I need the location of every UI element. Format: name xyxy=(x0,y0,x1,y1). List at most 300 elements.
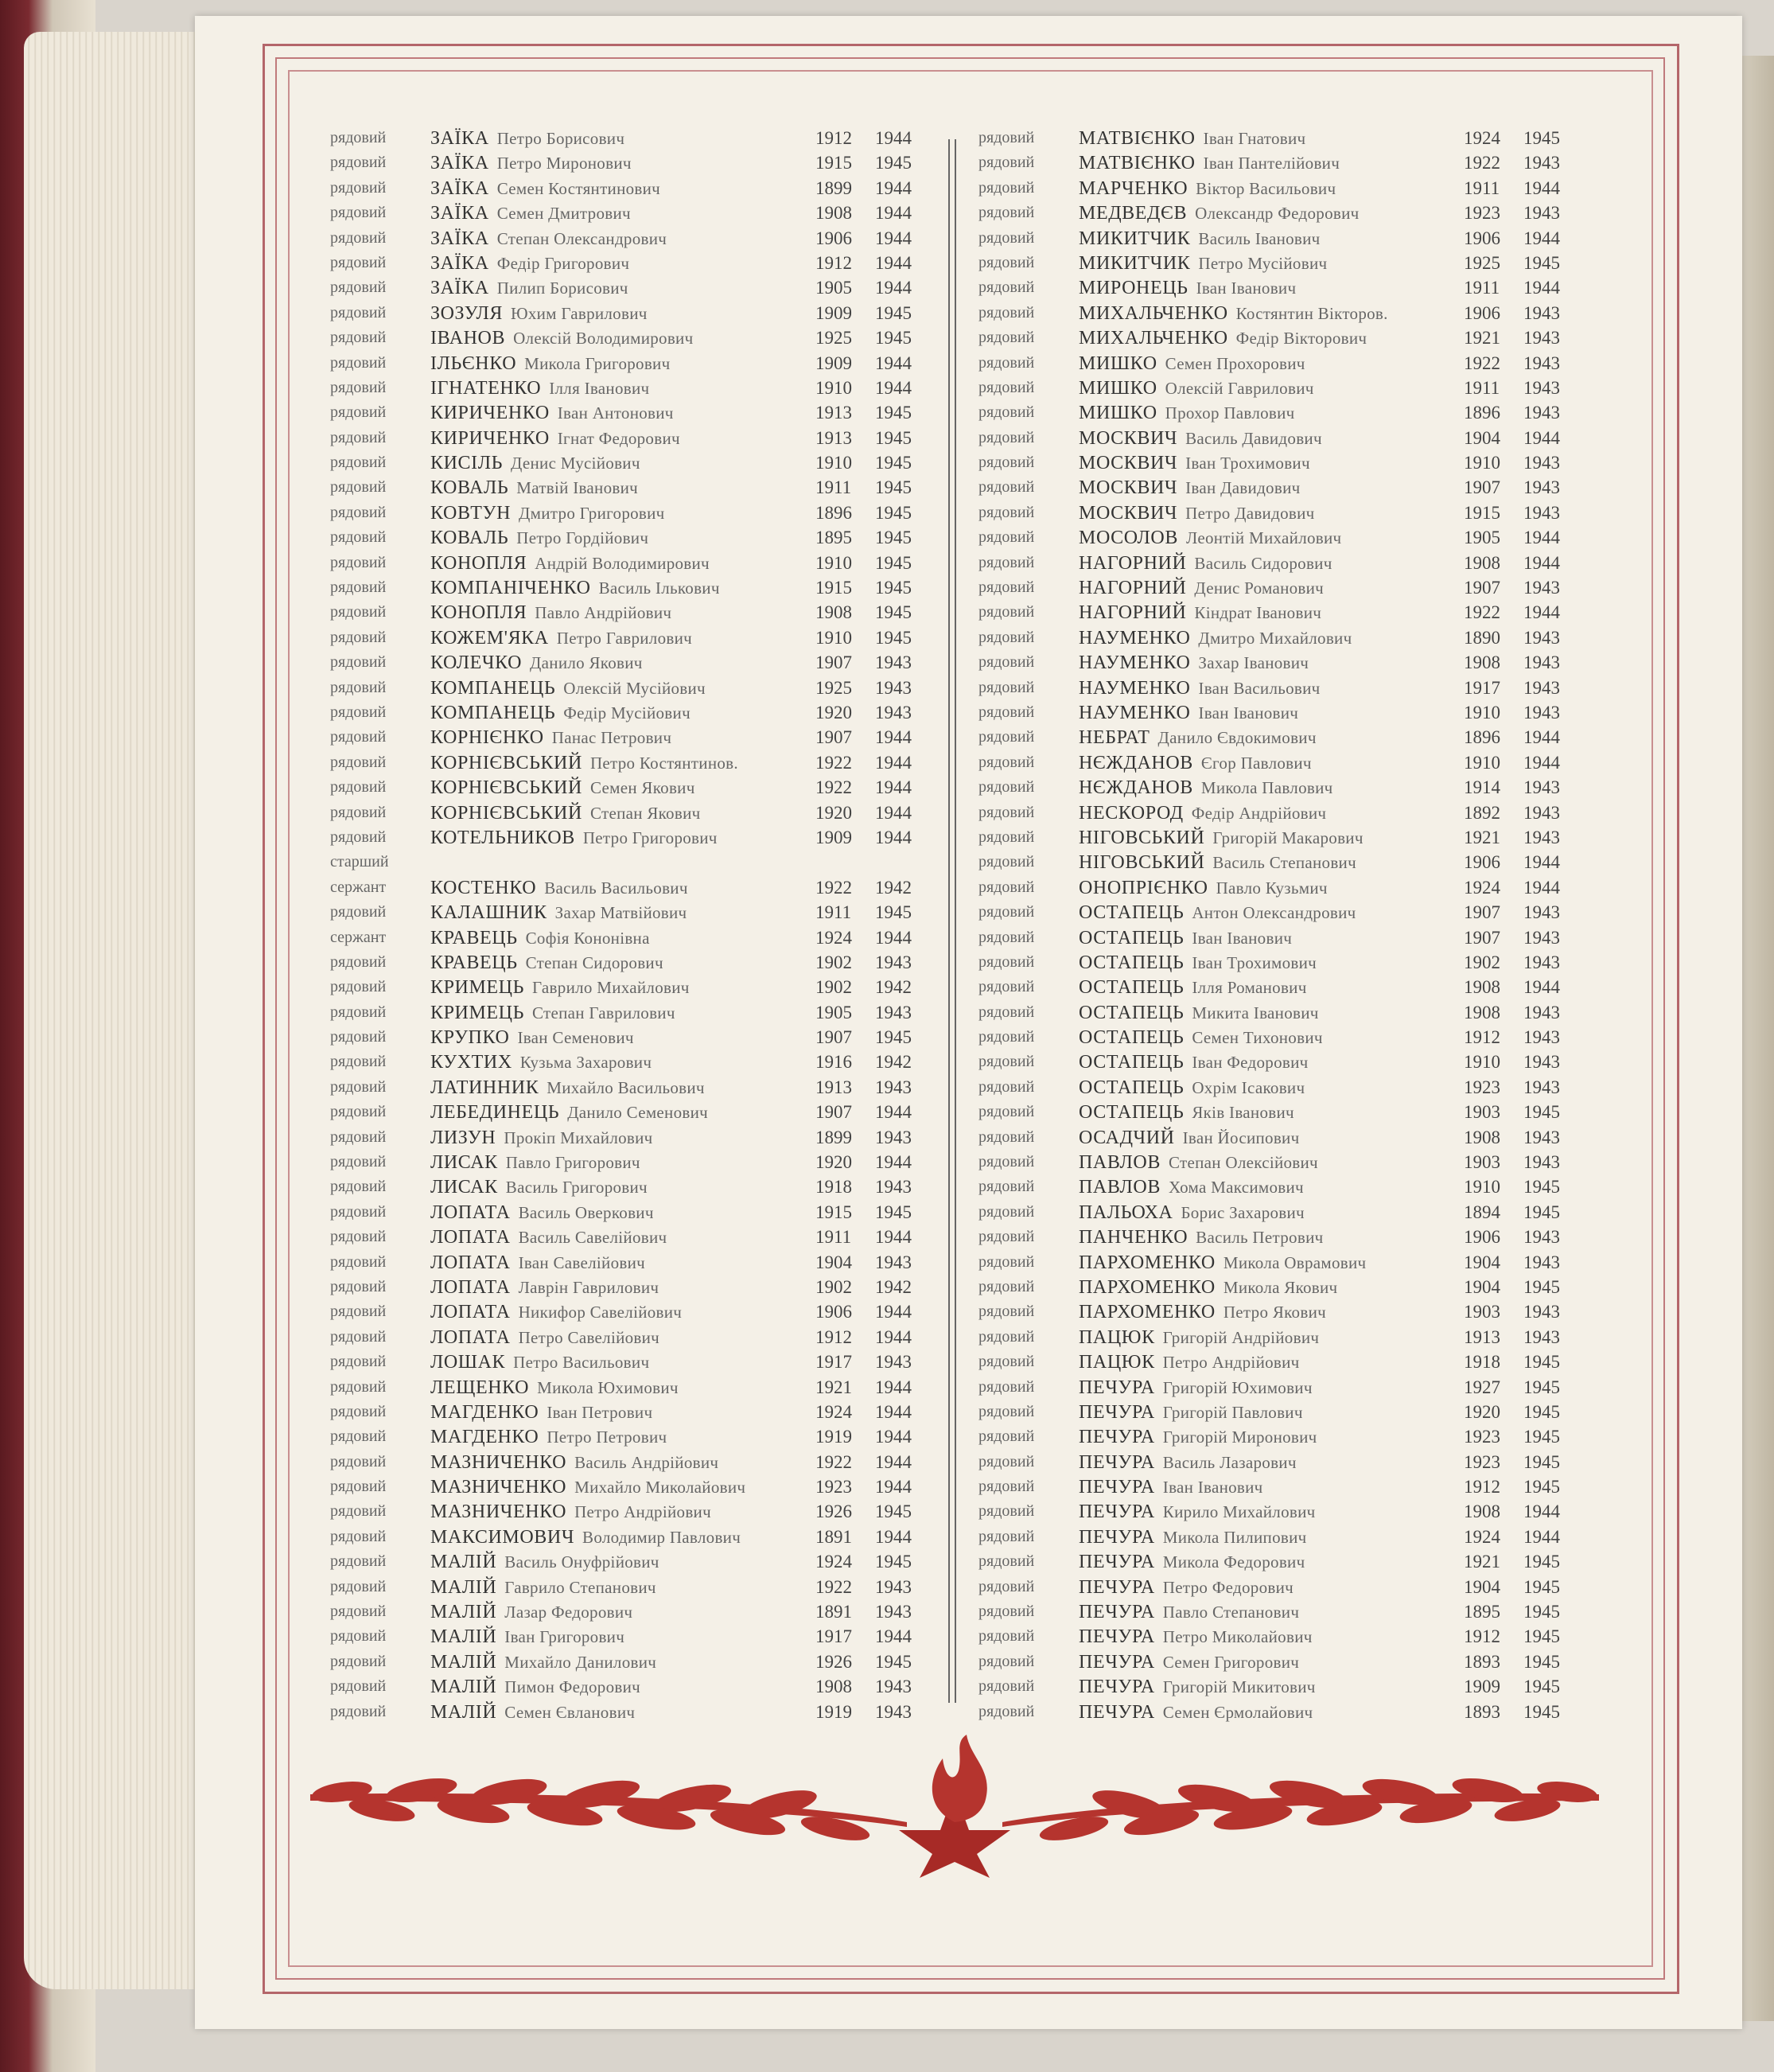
soldier-name xyxy=(430,275,628,301)
birth-year: 1910 xyxy=(815,552,852,573)
soldier-name xyxy=(1079,426,1322,451)
soldier-name xyxy=(430,575,720,601)
surname: ОСТАПЕЦЬ xyxy=(1079,1027,1185,1049)
soldier-name xyxy=(1079,750,1312,776)
surname: ПАНЧЕНКО xyxy=(1079,1227,1189,1248)
given-names: Степан Якович xyxy=(589,803,701,823)
birth-year: 1894 xyxy=(1464,1202,1500,1222)
rank-label: рядовий xyxy=(978,603,1035,621)
surname: КОРНІЄВСЬКИЙ xyxy=(430,777,582,799)
rank-label: рядовий xyxy=(978,1502,1035,1521)
list-item xyxy=(963,1424,1591,1449)
death-year: 1944 xyxy=(875,1477,912,1498)
given-names: Іван Савелійович xyxy=(518,1252,646,1272)
death-year: 1943 xyxy=(875,1002,912,1022)
rank-label: рядовий xyxy=(978,1327,1035,1346)
soldier-name xyxy=(430,1100,708,1125)
birth-year: 1908 xyxy=(1464,1501,1500,1522)
rank-label: рядовий xyxy=(330,428,387,446)
given-names: Олександр Федорович xyxy=(1195,204,1360,224)
birth-year: 1908 xyxy=(815,203,852,224)
list-item xyxy=(963,650,1591,675)
death-year: 1944 xyxy=(875,777,912,798)
rank-label: рядовий xyxy=(330,1377,387,1396)
rank-label: рядовий xyxy=(330,1603,387,1621)
rank-label: рядовий xyxy=(978,1627,1035,1646)
given-names: Іван Іванович xyxy=(1198,703,1299,722)
death-year: 1945 xyxy=(1523,1352,1560,1373)
rank-label: рядовий xyxy=(978,178,1035,197)
surname: ЛЕБЕДИНЕЦЬ xyxy=(430,1102,560,1124)
death-year: 1944 xyxy=(1523,977,1560,998)
surname: ПАЦЮК xyxy=(1079,1352,1155,1373)
given-names: Іван Трохимович xyxy=(1185,454,1310,473)
list-item xyxy=(314,950,943,975)
given-names: Ілля Іванович xyxy=(549,378,650,398)
list-item xyxy=(314,1125,943,1150)
soldier-name xyxy=(1079,525,1341,551)
list-item xyxy=(314,275,943,300)
list-item xyxy=(314,1499,943,1524)
death-year: 1944 xyxy=(875,1152,912,1173)
soldier-name xyxy=(1079,625,1352,651)
list-item xyxy=(314,1075,943,1100)
soldier-name xyxy=(430,1400,652,1425)
list-item xyxy=(963,1025,1591,1050)
death-year: 1943 xyxy=(1523,352,1560,373)
rank-label: рядовий xyxy=(330,178,387,197)
soldier-name xyxy=(430,825,718,851)
soldier-name xyxy=(1079,126,1305,151)
birth-year: 1904 xyxy=(1464,1276,1500,1297)
surname: МАТВІЄНКО xyxy=(1079,128,1196,149)
soldier-name xyxy=(1079,850,1356,875)
given-names: Григорій Павлович xyxy=(1162,1402,1303,1422)
surname: ОСТАПЕЦЬ xyxy=(1079,977,1185,999)
birth-year: 1917 xyxy=(1464,677,1500,698)
death-year: 1945 xyxy=(875,153,912,173)
given-names: Микола Григорович xyxy=(524,353,671,373)
birth-year: 1911 xyxy=(1464,177,1500,198)
list-item xyxy=(963,1499,1591,1524)
death-year: 1943 xyxy=(1523,902,1560,923)
birth-year: 1918 xyxy=(815,1177,852,1198)
list-item xyxy=(963,975,1591,999)
rank-label: рядовий xyxy=(978,903,1035,921)
surname: ЛОШАК xyxy=(430,1352,506,1373)
list-item xyxy=(314,1299,943,1324)
birth-year: 1919 xyxy=(815,1427,852,1447)
death-year: 1945 xyxy=(875,1651,912,1672)
given-names: Василь Оверкович xyxy=(518,1202,654,1222)
birth-year: 1920 xyxy=(815,1152,852,1173)
list-item xyxy=(963,1700,1591,1724)
given-names: Михайло Миколайович xyxy=(574,1478,746,1498)
surname: МАЛІЙ xyxy=(430,1701,497,1723)
surname: ЛОПАТА xyxy=(430,1202,511,1223)
death-year: 1944 xyxy=(1523,1501,1560,1522)
rank-label: рядовий xyxy=(978,1252,1035,1271)
rank-label: рядовий xyxy=(330,1577,387,1595)
death-year: 1945 xyxy=(875,477,912,498)
death-year: 1945 xyxy=(1523,1377,1560,1397)
birth-year: 1917 xyxy=(815,1352,852,1373)
death-year: 1944 xyxy=(875,802,912,823)
rank-label: рядовий xyxy=(330,553,387,571)
rank-label: рядовий xyxy=(330,578,387,597)
soldier-name xyxy=(1079,1649,1299,1675)
list-item xyxy=(963,150,1591,175)
rank-label: рядовий xyxy=(330,503,387,521)
birth-year: 1896 xyxy=(1464,727,1500,748)
list-item xyxy=(314,1350,943,1374)
surname: КОНОПЛЯ xyxy=(430,602,527,624)
rank-label: рядовий xyxy=(330,1128,387,1146)
soldier-name xyxy=(430,325,693,351)
soldier-name xyxy=(430,1674,640,1700)
birth-year: 1911 xyxy=(815,902,852,923)
given-names: Павло Кузьмич xyxy=(1216,878,1328,898)
surname: МИХАЛЬЧЕНКО xyxy=(1079,328,1228,349)
list-item xyxy=(314,625,943,650)
given-names: Прохор Павлович xyxy=(1165,403,1295,423)
birth-year: 1920 xyxy=(1464,1401,1500,1422)
list-item xyxy=(314,825,943,850)
given-names: Василь Іванович xyxy=(1198,228,1321,248)
rank-label: рядовий xyxy=(978,753,1035,771)
rank-label: рядовий xyxy=(978,1028,1035,1046)
birth-year: 1910 xyxy=(815,627,852,648)
list-item xyxy=(963,325,1591,350)
birth-year: 1899 xyxy=(815,1127,852,1147)
death-year: 1944 xyxy=(875,1626,912,1647)
list-item xyxy=(963,400,1591,425)
rank-label: рядовий xyxy=(330,1527,387,1545)
birth-year: 1910 xyxy=(1464,752,1500,773)
death-year: 1945 xyxy=(1523,1276,1560,1297)
surname: НАУМЕНКО xyxy=(1079,702,1191,723)
birth-year: 1911 xyxy=(815,1227,852,1248)
death-year: 1943 xyxy=(1523,1302,1560,1322)
rank-label: рядовий xyxy=(330,753,387,771)
list-item xyxy=(963,775,1591,800)
death-year: 1944 xyxy=(875,377,912,398)
death-year: 1944 xyxy=(1523,228,1560,248)
surname: ПАВЛОВ xyxy=(1079,1152,1161,1174)
rank-label: рядовий xyxy=(978,1677,1035,1696)
given-names: Степан Гаврилович xyxy=(532,1003,675,1022)
given-names: Семен Тихонович xyxy=(1192,1028,1323,1048)
soldier-name xyxy=(1079,1075,1305,1100)
rank-label: рядовий xyxy=(330,154,387,172)
death-year: 1945 xyxy=(875,427,912,448)
surname: КИСІЛЬ xyxy=(430,453,503,474)
list-item xyxy=(314,351,943,376)
list-item xyxy=(963,1674,1591,1699)
birth-year: 1903 xyxy=(1464,1102,1500,1123)
death-year: 1943 xyxy=(875,677,912,698)
death-year: 1945 xyxy=(1523,1427,1560,1447)
rank-label: рядовий xyxy=(978,1452,1035,1470)
left-column-list xyxy=(314,126,943,1724)
given-names: Семен Григорович xyxy=(1162,1652,1300,1672)
birth-year: 1891 xyxy=(815,1602,852,1622)
rank-label: рядовий xyxy=(978,1153,1035,1171)
surname: ОСТАПЕЦЬ xyxy=(1079,1077,1185,1098)
death-year: 1944 xyxy=(1523,852,1560,873)
death-year: 1944 xyxy=(1523,427,1560,448)
death-year: 1945 xyxy=(1523,1202,1560,1222)
rank-label: рядовий xyxy=(330,1153,387,1171)
list-item xyxy=(963,1350,1591,1374)
surname: КРИМЕЦЬ xyxy=(430,977,525,999)
surname: КРУПКО xyxy=(430,1027,510,1049)
birth-year: 1904 xyxy=(1464,1252,1500,1272)
birth-year: 1911 xyxy=(1464,377,1500,398)
soldier-name xyxy=(1079,900,1356,925)
death-year: 1944 xyxy=(875,1427,912,1447)
list-item xyxy=(963,1624,1591,1649)
given-names: Олексій Володимирович xyxy=(513,329,694,349)
soldier-name xyxy=(1079,500,1315,526)
death-year: 1945 xyxy=(875,453,912,473)
death-year: 1942 xyxy=(875,1052,912,1073)
rank-label: рядовий xyxy=(330,1252,387,1271)
given-names: Микола Якович xyxy=(1223,1277,1338,1297)
given-names: Федір Григорович xyxy=(496,253,630,273)
soldier-name xyxy=(1079,1299,1326,1325)
given-names: Денис Романович xyxy=(1194,578,1325,598)
surname: КОМПАНЕЦЬ xyxy=(430,677,556,699)
birth-year: 1902 xyxy=(1464,952,1500,972)
death-year: 1945 xyxy=(875,1501,912,1522)
soldier-name xyxy=(430,1200,654,1225)
death-year: 1945 xyxy=(1523,1102,1560,1123)
death-year: 1943 xyxy=(1523,377,1560,398)
given-names: Іван Гнатович xyxy=(1203,129,1306,148)
birth-year: 1891 xyxy=(815,1526,852,1547)
list-item xyxy=(314,1174,943,1199)
rank-label: рядовий xyxy=(978,478,1035,497)
surname: КОМПАНЕЦЬ xyxy=(430,702,556,723)
given-names: Петро Якович xyxy=(1223,1303,1326,1322)
death-year: 1944 xyxy=(875,1451,912,1472)
right-column-list xyxy=(963,126,1591,1724)
list-item xyxy=(314,1100,943,1124)
eternal-flame-ornament xyxy=(302,1735,1607,1878)
death-year: 1945 xyxy=(875,552,912,573)
surname: МОСОЛОВ xyxy=(1079,528,1178,549)
soldier-name xyxy=(430,650,643,676)
soldier-name xyxy=(430,126,624,151)
given-names: Данило Семенович xyxy=(567,1103,708,1123)
birth-year: 1907 xyxy=(1464,578,1500,598)
birth-year: 1906 xyxy=(815,1302,852,1322)
soldier-name xyxy=(1079,301,1388,326)
death-year: 1944 xyxy=(875,203,912,224)
birth-year: 1906 xyxy=(1464,302,1500,323)
list-item xyxy=(963,1299,1591,1324)
birth-year: 1911 xyxy=(1464,278,1500,298)
soldier-name xyxy=(430,625,692,651)
surname: МАЛІЙ xyxy=(430,1677,497,1698)
surname: ЛОПАТА xyxy=(430,1302,511,1323)
soldier-name xyxy=(1079,650,1309,676)
birth-year: 1908 xyxy=(1464,552,1500,573)
birth-year: 1922 xyxy=(815,777,852,798)
list-item xyxy=(963,500,1591,525)
surname: НІГОВСЬКИЙ xyxy=(1079,827,1205,848)
list-item xyxy=(963,1100,1591,1124)
list-item xyxy=(963,825,1591,850)
rank-label: рядовий xyxy=(330,378,387,396)
list-item xyxy=(314,676,943,700)
given-names: Семен Прохорович xyxy=(1165,353,1305,373)
soldier-name xyxy=(1079,475,1300,500)
surname: ПЕЧУРА xyxy=(1079,1451,1155,1473)
list-item xyxy=(963,1599,1591,1624)
list-item xyxy=(314,1525,943,1549)
surname: ПАЦЮК xyxy=(1079,1326,1155,1348)
list-item xyxy=(314,1150,943,1174)
soldier-name xyxy=(430,551,710,576)
death-year: 1943 xyxy=(1523,502,1560,523)
soldier-name xyxy=(430,351,670,376)
birth-year: 1917 xyxy=(815,1626,852,1647)
birth-year: 1927 xyxy=(1464,1377,1500,1397)
birth-year: 1895 xyxy=(1464,1602,1500,1622)
soldier-name xyxy=(430,201,631,226)
rank-label: рядовий xyxy=(330,778,387,796)
list-item xyxy=(963,426,1591,450)
given-names: Василь Степанович xyxy=(1212,853,1356,873)
surname: ЛЕЩЕНКО xyxy=(430,1377,530,1398)
surname: ЛОПАТА xyxy=(430,1252,511,1273)
birth-year: 1910 xyxy=(1464,1052,1500,1073)
list-item xyxy=(963,1250,1591,1275)
death-year: 1943 xyxy=(1523,1002,1560,1022)
given-names: Гаврило Степанович xyxy=(504,1577,656,1597)
death-year: 1944 xyxy=(875,1526,912,1547)
given-names: Петро Савелійович xyxy=(518,1327,660,1347)
death-year: 1945 xyxy=(875,627,912,648)
list-item xyxy=(963,800,1591,825)
given-names: Данило Євдокимович xyxy=(1157,728,1317,748)
soldier-name xyxy=(1079,376,1314,401)
soldier-name xyxy=(1079,575,1324,601)
given-names: Петро Миронович xyxy=(496,154,632,173)
surname: ОСТАПЕЦЬ xyxy=(1079,1102,1185,1124)
birth-year: 1904 xyxy=(1464,427,1500,448)
birth-year: 1922 xyxy=(815,877,852,898)
surname: ЗАЇКА xyxy=(430,153,489,174)
soldier-name xyxy=(1079,176,1336,201)
left-laurel-branch xyxy=(310,1774,907,1845)
surname: НЄЖДАНОВ xyxy=(1079,777,1193,799)
death-year: 1944 xyxy=(875,352,912,373)
birth-year: 1913 xyxy=(815,427,852,448)
birth-year: 1904 xyxy=(815,1252,852,1272)
soldier-name xyxy=(430,1525,741,1550)
list-item xyxy=(314,775,943,800)
soldier-name xyxy=(430,600,671,625)
surname: ЛИЗУН xyxy=(430,1127,496,1148)
list-item xyxy=(963,850,1591,874)
death-year: 1945 xyxy=(875,902,912,923)
rank-label: рядовий xyxy=(330,803,387,821)
surname: ОСТАПЕЦЬ xyxy=(1079,1052,1185,1073)
surname: МАРЧЕНКО xyxy=(1079,177,1189,199)
given-names: Іван Антонович xyxy=(557,403,674,423)
birth-year: 1899 xyxy=(815,177,852,198)
birth-year: 1907 xyxy=(815,1102,852,1123)
given-names: Панас Петрович xyxy=(551,728,672,748)
rank-label: рядовий xyxy=(330,303,387,321)
list-item xyxy=(314,975,943,999)
list-item xyxy=(314,1325,943,1350)
surname: КОРНІЄНКО xyxy=(430,727,544,749)
soldier-name xyxy=(1079,600,1321,625)
list-item xyxy=(314,1649,943,1674)
soldier-name xyxy=(430,1624,624,1649)
given-names: Петро Андрійович xyxy=(1162,1353,1300,1373)
given-names: Костянтин Вікторов. xyxy=(1235,303,1388,323)
death-year: 1944 xyxy=(875,927,912,948)
rank-label: рядовий xyxy=(330,952,387,971)
surname: ЗАЇКА xyxy=(430,228,489,249)
birth-year: 1921 xyxy=(815,1377,852,1397)
birth-year: 1918 xyxy=(1464,1352,1500,1373)
death-year: 1943 xyxy=(1523,627,1560,648)
surname: КОЖЕМ'ЯКА xyxy=(430,627,549,648)
soldier-name xyxy=(430,1125,653,1151)
given-names: Микола Федорович xyxy=(1162,1552,1305,1572)
rank-label: рядовий xyxy=(978,1603,1035,1621)
birth-year: 1924 xyxy=(1464,128,1500,148)
birth-year: 1907 xyxy=(1464,477,1500,498)
column-divider xyxy=(948,139,956,1703)
list-item xyxy=(314,226,943,251)
soldier-name xyxy=(430,1549,659,1575)
death-year: 1944 xyxy=(875,128,912,148)
rank-label: рядовий xyxy=(978,303,1035,321)
given-names: Василь Онуфрійович xyxy=(504,1552,659,1572)
surname: КРАВЕЦЬ xyxy=(430,952,518,973)
list-item xyxy=(314,475,943,500)
death-year: 1943 xyxy=(1523,927,1560,948)
given-names: Микола Юхимович xyxy=(537,1377,679,1397)
birth-year: 1912 xyxy=(1464,1027,1500,1048)
surname: НАГОРНИЙ xyxy=(1079,602,1187,624)
death-year: 1944 xyxy=(1523,177,1560,198)
rank-label: рядовий xyxy=(330,1652,387,1670)
birth-year: 1906 xyxy=(1464,1227,1500,1248)
soldier-name xyxy=(1079,325,1367,351)
rank-label: рядовий xyxy=(978,1003,1035,1021)
given-names: Дмитро Григорович xyxy=(519,503,665,523)
death-year: 1944 xyxy=(1523,752,1560,773)
death-year: 1943 xyxy=(1523,702,1560,722)
death-year: 1943 xyxy=(1523,827,1560,847)
given-names: Микола Пилипович xyxy=(1162,1527,1307,1547)
list-item xyxy=(314,750,943,775)
surname: НАУМЕНКО xyxy=(1079,652,1191,674)
rank-label: рядовий xyxy=(978,1702,1035,1720)
list-item xyxy=(963,875,1591,900)
given-names: Григорій Андрійович xyxy=(1162,1327,1320,1347)
soldier-name xyxy=(1079,201,1360,226)
death-year: 1943 xyxy=(875,1701,912,1722)
